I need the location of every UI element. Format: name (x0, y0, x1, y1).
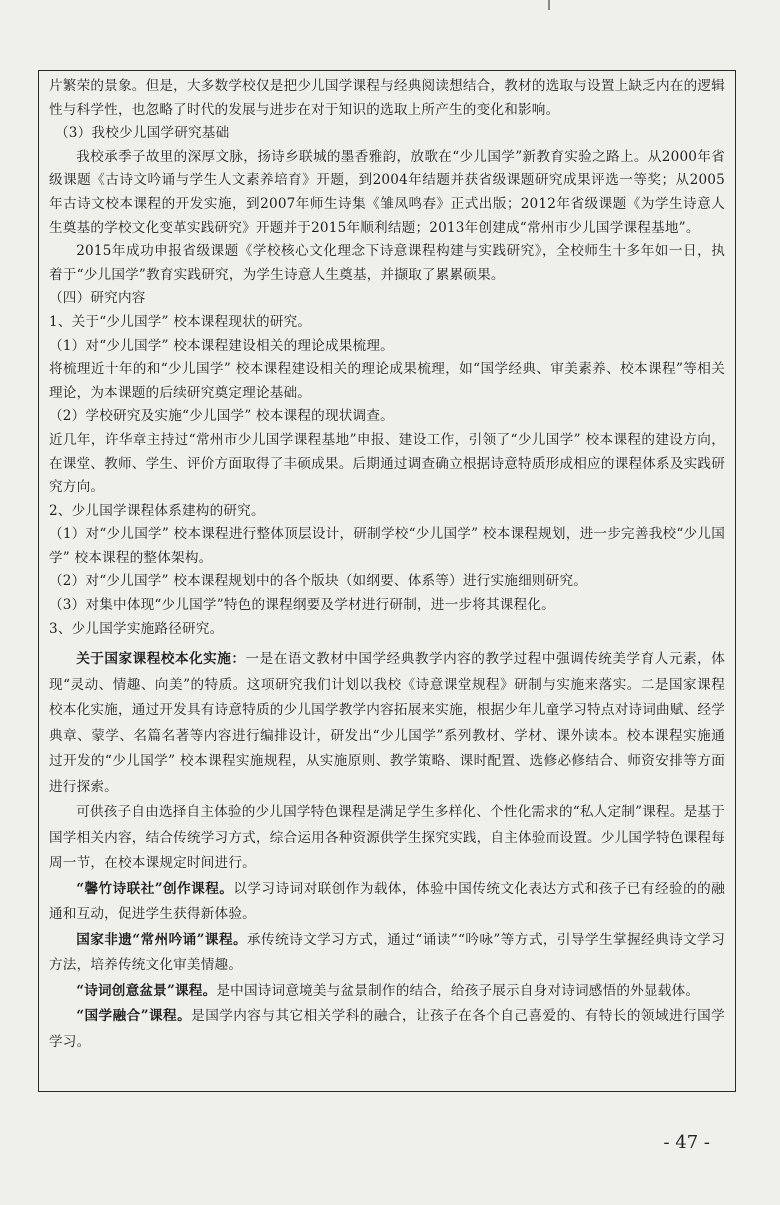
paragraph-2015-project: 2015年成功申报省级课题《学校核心文化理念下诗意课程构建与实践研究》，全校师生十多年如一日，执着于“少儿国学”教育实践研究，为学生诗意人生奠基，并撷取了累累硕果。 (49, 243, 725, 283)
guoxue-fusion-course-body: 是国学内容与其它相关学科的融合，让孩子在各个自己喜爱的、有特长的领域进行国学学习。 (49, 1008, 725, 1050)
section-1b-body: 近几年，许华章主持过“常州市少儿国学课程基地”申报、建设工作，引领了“少儿国学” 校本课程的建设方向，在课堂、教师、学生、评价方面取得了丰硕成果。后期通过调查确立根据诗意特质形成相应的课程体系及实践研究方向。 (49, 431, 725, 496)
paragraph-bonsai-course (49, 979, 725, 1005)
paragraph-changzhou-chanting-course (49, 928, 725, 979)
bonsai-course-body: 是中国诗词意境美与盆景制作的结合，给孩子展示自身对诗词感悟的外显载体。 (216, 982, 700, 999)
section-2-title: 2、少儿国学课程体系建构的研究。 (49, 502, 265, 519)
page-content-frame (38, 70, 736, 1092)
paragraph-guoxue-fusion-course (49, 1004, 725, 1055)
heading-research-basis: （3）我校少儿国学研究基础 (55, 125, 230, 142)
section-1-title: 1、关于“少儿国学” 校本课程现状的研究。 (49, 313, 312, 330)
poetry-couplet-course-lead: “馨竹诗联社”创作课程。 (76, 880, 234, 897)
changzhou-chanting-course-body: 承传统诗文学习方式，通过“诵读”“吟咏”等方式，引导学生掌握经典诗文学习方法，培养传统文化审美情趣。 (49, 931, 725, 974)
paragraph-featured-courses: 可供孩子自由选择自主体验的少儿国学特色课程是满足学生多样化、个性化需求的“私人定制”课程。是基于国学相关内容，结合传统学习方式，综合运用各种资源供学生探究实践，自主体验而设置。少儿国学特色课程每周一节，在校本课规定时间进行。 (49, 804, 725, 872)
section-2a: （1）对“少儿国学” 校本课程进行整体顶层设计，研制学校“少儿国学” 校本课程规划，进一步完善我校“少儿国学” 校本课程的整体架构。 (49, 526, 725, 566)
section-1a-body: 将梳理近十年的和“少儿国学” 校本课程建设相关的理论成果梳理，如“国学经典、审美素养、校本课程”等相关理论，为本课题的后续研究奠定理论基础。 (49, 361, 725, 401)
changzhou-chanting-course-lead: 国家非遗“常州吟诵”课程。 (76, 931, 248, 948)
national-curriculum-body: 一是在语文教材中国学经典教学内容的教学过程中强调传统美学育人元素，体现“灵动、情趣、向美”的特质。这项研究我们计划以我校《诗意课堂规程》研制与实施来落实。二是国家课程校本化实施，通过开发具有诗意特质的少儿国学教学内容拓展来实施，根据少年儿童学习特点对诗词曲赋、经学典章、蒙学、名篇名著等内容进行编排设计，研发出“少儿国学”系列教材、学材、课外读本。校本课程实施通过开发的“少儿国学” 校本课程实施规程，从实施原则、教学策略、课时配置、选修必修结合、师资安排等方面进行探索。 (49, 651, 725, 795)
poetry-couplet-course-body: 以学习诗词对联创作为载体，体验中国传统文化表达方式和孩子已有经验的的融通和互动，促进学生获得新体验。 (49, 880, 725, 923)
section-1a-title: （1）对“少儿国学” 校本课程建设相关的理论成果梳理。 (49, 337, 394, 354)
page-top-mark (548, 0, 550, 10)
heading-research-content: （四）研究内容 (49, 290, 146, 307)
section-2c: （3）对集中体现“少儿国学”特色的课程纲要及学材进行研制，进一步将其课程化。 (49, 597, 555, 614)
paragraph-school-history: 我校承季子故里的深厚文脉，扬诗乡联城的墨香雅韵，放歌在“少儿国学”新教育实验之路上。从2000年省级课题《古诗文吟诵与学生人文素养培育》开题，到2004年结题并获省级课题研究成果评选一等奖；从2005年古诗文校本课程的开发实施，到2007年师生诗集《雏凤鸣春》正式出版；2012年省级课题《为学生诗意人生奠基的学校文化变革实践研究》开题并于2015年顺利结题；2013年创建成“常州市少儿国学课程基地”。 (49, 148, 725, 236)
paragraph-intro-continued: 片繁荣的景象。但是，大多数学校仅是把少儿国学课程与经典阅读想结合，教材的选取与设置上缺乏内在的逻辑性与科学性，也忽略了时代的发展与进步在对于知识的选取上所产生的变化和影响。 (49, 78, 725, 118)
paragraph-national-curriculum (49, 647, 725, 800)
guoxue-fusion-course-lead: “国学融合”课程。 (76, 1008, 192, 1025)
page-number: - 47 - (663, 1132, 710, 1153)
section-1b-title: （2）学校研究及实施“少儿国学” 校本课程的现状调查。 (49, 408, 394, 425)
section-2b: （2）对“少儿国学” 校本课程规划中的各个版块（如纲要、体系等）进行实施细则研究。 (49, 573, 588, 590)
paragraph-poetry-couplet-course (49, 877, 725, 928)
national-curriculum-lead: 关于国家课程校本化实施： (76, 651, 246, 668)
section-3-title: 3、少儿国学实施路径研究。 (49, 620, 224, 637)
bonsai-course-lead: “诗词创意盆景”课程。 (76, 982, 217, 999)
